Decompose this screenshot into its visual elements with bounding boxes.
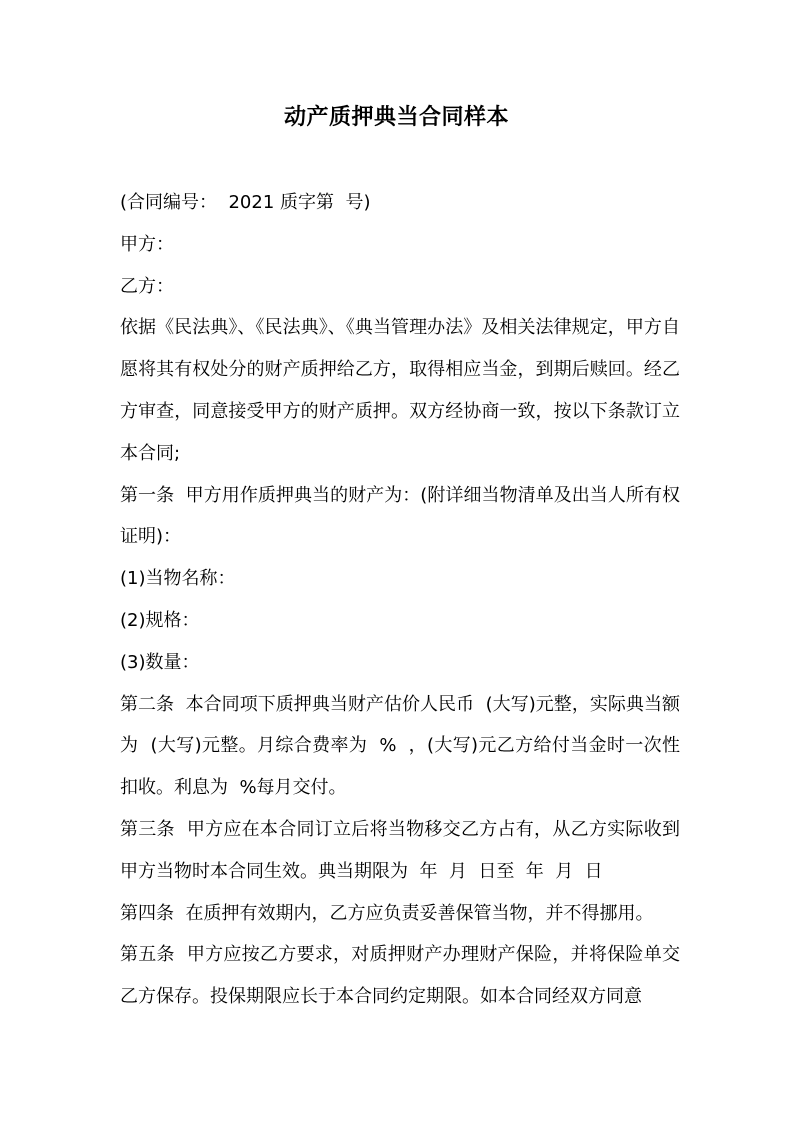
party-b: 乙方： bbox=[120, 275, 174, 297]
document-body bbox=[120, 182, 680, 1018]
preamble-paragraph: 依据《民法典》、《民法典》、《典当管理办法》及相关法律规定，甲方自愿将其有权处分的财产质押给乙方，取得相应当金，到期后赎回。经乙方审查，同意接受甲方的财产质押。双方经协商一致，按以下条款订立本合同; bbox=[120, 317, 680, 464]
contract-number: (合同编号： 2021 质字第 号) bbox=[120, 192, 371, 213]
article-4: 第四条 在质押有效期内，乙方应负责妥善保管当物，并不得挪用。 bbox=[120, 902, 654, 924]
item-quantity: (3)数量： bbox=[120, 651, 200, 673]
item-name: (1)当物名称： bbox=[120, 568, 236, 590]
item-spec: (2)规格： bbox=[120, 609, 200, 631]
article-5: 第五条 甲方应按乙方要求，对质押财产办理财产保险，并将保险单交乙方保存。投保期限应长于本合同约定期限。如本合同经双方同意 bbox=[120, 944, 680, 1008]
party-a: 甲方： bbox=[120, 233, 174, 255]
article-2: 第二条 本合同项下质押典当财产估价人民币 (大写)元整，实际典当额为 (大写)元整。月综合费率为 % ，(大写)元乙方给付当金时一次性扣收。利息为 %每月交付。 bbox=[120, 693, 680, 799]
document-title: 动产质押典当合同样本 bbox=[283, 105, 509, 130]
article-1: 第一条 甲方用作质押典当的财产为：(附详细当物清单及出当人所有权证明)： bbox=[120, 484, 680, 548]
article-3: 第三条 甲方应在本合同订立后将当物移交乙方占有，从乙方实际收到甲方当物时本合同生效。典当期限为 年 月 日至 年 月 日 bbox=[120, 818, 680, 882]
